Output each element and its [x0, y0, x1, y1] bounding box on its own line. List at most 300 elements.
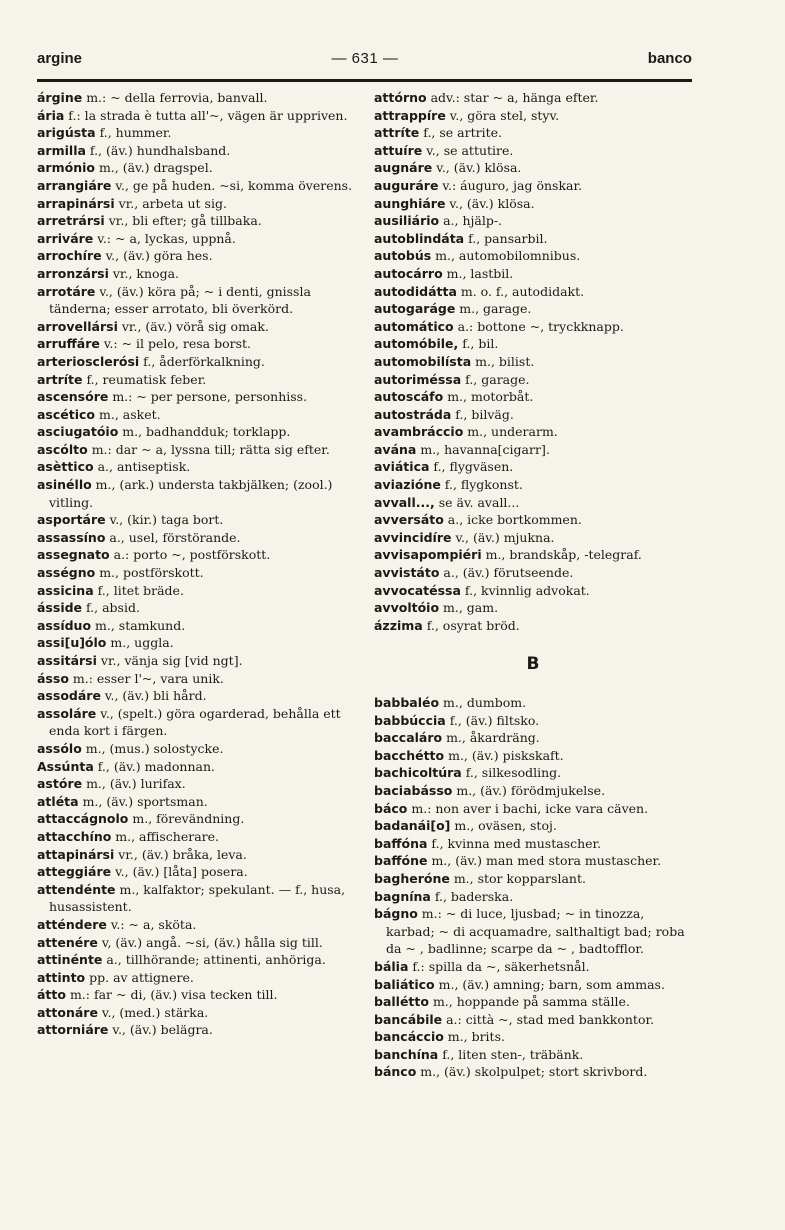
- entry-headword: baccaláro: [374, 730, 443, 746]
- entry-headword: autogaráge: [374, 301, 456, 317]
- dictionary-entry: [374, 747, 692, 765]
- entry-definition: f., bilväg.: [451, 406, 514, 422]
- dictionary-entry: [374, 835, 692, 853]
- entry-definition: m., (äv.) man med stora mustascher.: [427, 853, 662, 869]
- entry-definition: v., (äv.) [låta] posera.: [111, 864, 248, 880]
- entry-definition: m., underarm.: [463, 424, 558, 440]
- dictionary-entry: [37, 89, 363, 107]
- entry-headword: arrangiáre: [37, 177, 112, 193]
- entry-definition: f., kvinnlig advokat.: [460, 582, 590, 598]
- entry-definition: m., havanna[cigarr].: [416, 441, 550, 457]
- entry-headword: avvincidíre: [374, 529, 452, 545]
- entry-headword: bagnína: [374, 888, 431, 904]
- dictionary-entry: [374, 712, 692, 730]
- entry-definition: f., baderska.: [430, 888, 514, 904]
- entry-headword: assoláre: [37, 705, 97, 721]
- entry-definition: f., garage.: [461, 371, 530, 387]
- dictionary-entry: [374, 494, 692, 512]
- dictionary-entry: [37, 107, 363, 125]
- entry-headword: avversáto: [374, 512, 444, 528]
- entry-definition: m.: dar ~ a, lyssna till; rätta sig efter.: [87, 441, 330, 457]
- entry-definition: f., flygkonst.: [440, 477, 523, 493]
- entry-definition: m., bilist.: [471, 353, 535, 369]
- entry-definition: f., hummer.: [95, 125, 172, 141]
- entry-definition: a., tillhörande; attinenti, anhöriga.: [102, 952, 326, 968]
- entry-headword: avambráccio: [374, 424, 464, 440]
- entry-definition: m.: ~ di luce, ljusbad; ~ in tinozza, karbad; ~ di acquamadre, salthaltigt bad; roba da ~ , badlinne; scarpe da ~ , badtofflor.: [386, 906, 685, 957]
- right-guide-word: banco: [647, 50, 692, 67]
- entry-headword: avvoltóio: [374, 600, 440, 616]
- entry-headword: arteriosclerósi: [37, 353, 140, 369]
- entry-headword: baliático: [374, 976, 435, 992]
- entry-headword: arronzársi: [37, 265, 109, 281]
- entry-definition: v., se attutire.: [422, 142, 514, 158]
- dictionary-entry: [374, 388, 692, 406]
- dictionary-entry: [37, 775, 363, 793]
- entry-headword: atteggiáre: [37, 864, 112, 880]
- dictionary-entry: [37, 740, 363, 758]
- entry-headword: assassíno: [37, 529, 106, 545]
- entry-definition: m., hoppande på samma ställe.: [428, 994, 630, 1010]
- dictionary-entry: [374, 782, 692, 800]
- entry-definition: m., (ark.) understa takbjälken; (zool.) vitling.: [49, 477, 333, 510]
- entry-headword: assegnato: [37, 547, 110, 563]
- entry-headword: automóbile,: [374, 336, 459, 352]
- dictionary-entry: [374, 335, 692, 353]
- entry-headword: avána: [374, 441, 417, 457]
- entry-headword: artríte: [37, 371, 83, 387]
- entry-definition: vr., vänja sig [vid ngt].: [96, 653, 243, 668]
- dictionary-entry: [37, 1021, 363, 1039]
- entry-headword: aviazióne: [374, 477, 441, 493]
- entry-headword: attórno: [374, 90, 427, 105]
- entry-definition: m.: far ~ di, (äv.) visa tecken till.: [65, 987, 278, 1003]
- entry-definition: v, (äv.) angå. ~si, (äv.) hålla sig till.: [97, 934, 323, 950]
- dictionary-entry: [37, 582, 363, 600]
- entry-definition: m., stamkund.: [91, 617, 186, 633]
- dictionary-entry: [374, 993, 692, 1011]
- dictionary-entry: [37, 458, 363, 476]
- dictionary-entry: [374, 694, 692, 712]
- entry-definition: v., (äv.) köra på; ~ i denti, gnissla tänderna; esser arrotato, bli överkörd.: [49, 283, 311, 317]
- entry-definition: f., silkesodling.: [461, 765, 562, 781]
- dictionary-entry: [37, 511, 363, 529]
- entry-headword: arrovellársi: [37, 318, 118, 334]
- dictionary-entry: [37, 441, 363, 459]
- dictionary-entry: [37, 758, 363, 776]
- dictionary-entry: [37, 617, 363, 635]
- entry-definition: f., pansarbil.: [464, 230, 548, 246]
- entry-definition: m., (äv.) dragspel.: [94, 160, 213, 176]
- entry-headword: arriváre: [37, 230, 94, 246]
- dictionary-entry: [374, 406, 692, 424]
- dictionary-entry: [37, 951, 363, 969]
- dictionary-entry: [374, 852, 692, 870]
- entry-definition: m., badhandduk; torklapp.: [118, 424, 291, 440]
- entry-headword: bánco: [374, 1064, 417, 1080]
- entry-definition: m., lastbil.: [442, 265, 514, 281]
- entry-definition: vr., (äv.) bråka, leva.: [114, 846, 247, 862]
- entry-headword: attinénte: [37, 952, 103, 968]
- entry-headword: bancáccio: [374, 1029, 444, 1045]
- dictionary-entry: [374, 764, 692, 782]
- dictionary-entry: [37, 934, 363, 952]
- dictionary-entry: [374, 511, 692, 529]
- entry-headword: babbaléo: [374, 695, 440, 710]
- entry-headword: asèttico: [37, 459, 94, 475]
- entry-definition: m., (äv.) lurifax.: [82, 776, 186, 792]
- entry-headword: automático: [374, 318, 454, 334]
- dictionary-entry: [374, 371, 692, 389]
- entry-definition: m. o. f., autodidakt.: [456, 283, 585, 299]
- dictionary-entry: [37, 142, 363, 160]
- entry-definition: v.: ~ a, sköta.: [106, 916, 197, 932]
- entry-headword: aviática: [374, 459, 430, 475]
- entry-headword: báco: [374, 800, 408, 816]
- dictionary-entry: [37, 177, 363, 195]
- entry-headword: attapinársi: [37, 846, 115, 862]
- entry-headword: autobús: [374, 248, 432, 264]
- dictionary-entry: [374, 265, 692, 283]
- dictionary-entry: [374, 247, 692, 265]
- dictionary-entry: [37, 564, 363, 582]
- entry-headword: atléta: [37, 793, 79, 809]
- entry-definition: m., uggla.: [106, 635, 174, 651]
- entry-definition: v., (äv.) klösa.: [432, 160, 522, 176]
- entry-definition: m., asket.: [95, 406, 161, 422]
- dictionary-entry: [374, 300, 692, 318]
- dictionary-entry: [37, 247, 363, 265]
- entry-definition: v., (äv.) belägra.: [108, 1022, 213, 1038]
- entry-definition: m., (äv.) förödmjukelse.: [452, 782, 606, 798]
- entry-definition: m.: non aver i bachi, icke vara cäven.: [407, 800, 649, 816]
- entry-definition: a., (äv.) förutseende.: [439, 565, 574, 581]
- entry-definition: f., absid.: [82, 600, 140, 616]
- right-column-b-entries: [374, 694, 692, 1081]
- entry-definition: v., ge på huden. ~si, komma överens.: [111, 177, 353, 193]
- entry-definition: f., reumatisk feber.: [82, 371, 207, 387]
- entry-headword: bacchétto: [374, 747, 445, 763]
- entry-headword: autoriméssa: [374, 371, 462, 387]
- entry-headword: avvistáto: [374, 565, 440, 581]
- entry-headword: astóre: [37, 776, 83, 792]
- dictionary-entry: [37, 793, 363, 811]
- dictionary-entry: [37, 986, 363, 1004]
- entry-headword: bachicoltúra: [374, 765, 462, 781]
- entry-definition: v., (spelt.) göra ogarderad, behålla ett enda kort i färgen.: [49, 705, 341, 739]
- entry-headword: bágno: [374, 906, 418, 922]
- page-header: [37, 50, 692, 74]
- dictionary-entry: [37, 124, 363, 142]
- entry-definition: m., kalfaktor; spekulant. — f., husa, husassistent.: [49, 881, 346, 915]
- entry-headword: arrapinársi: [37, 195, 115, 211]
- entry-definition: v., (äv.) göra hes.: [101, 248, 213, 264]
- entry-headword: automobilísta: [374, 353, 472, 369]
- entry-headword: ascensóre: [37, 389, 109, 405]
- entry-definition: vr., arbeta ut sig.: [114, 195, 227, 211]
- entry-headword: attenére: [37, 934, 98, 950]
- dictionary-entry: [37, 634, 363, 652]
- entry-headword: autocárro: [374, 265, 443, 281]
- entry-definition: m., postförskott.: [95, 565, 204, 581]
- dictionary-entry: [37, 371, 363, 389]
- entry-definition: a.: porto ~, postförskott.: [109, 547, 271, 563]
- entry-headword: átto: [37, 987, 66, 1003]
- entry-headword: bagheróne: [374, 870, 450, 886]
- entry-definition: f., liten sten-, träbänk.: [438, 1046, 584, 1062]
- dictionary-entry: [374, 177, 692, 195]
- entry-headword: attacchíno: [37, 828, 112, 844]
- dictionary-entry: [374, 230, 692, 248]
- entry-headword: augnáre: [374, 160, 433, 176]
- entry-headword: arrotáre: [37, 283, 96, 299]
- entry-definition: f., litet bräde.: [93, 582, 184, 598]
- dictionary-entry: [374, 905, 692, 958]
- entry-definition: m., motorbåt.: [443, 389, 534, 405]
- entry-definition: v., (äv.) mjukna.: [451, 529, 555, 545]
- dictionary-entry: [37, 159, 363, 177]
- left-column: [37, 89, 363, 1039]
- entry-headword: babbúccia: [374, 712, 446, 728]
- dictionary-entry: [374, 1063, 692, 1081]
- entry-definition: f., (äv.) hundhalsband.: [85, 142, 231, 158]
- entry-definition: v., (äv.) klösa.: [445, 195, 535, 211]
- entry-definition: f., kvinna med mustascher.: [427, 835, 602, 851]
- dictionary-entry: [37, 318, 363, 336]
- entry-definition: m., brits.: [443, 1029, 505, 1045]
- entry-headword: assíduo: [37, 617, 92, 633]
- dictionary-entry: [374, 870, 692, 888]
- entry-headword: attuíre: [374, 142, 423, 158]
- entry-definition: m., automobilomnibus.: [431, 248, 581, 264]
- entry-definition: a.: bottone ~, tryckknapp.: [453, 318, 624, 334]
- dictionary-entry: [37, 687, 363, 705]
- dictionary-entry: [37, 828, 363, 846]
- entry-headword: assitársi: [37, 653, 97, 668]
- entry-definition: m.: ~ per persone, personhiss.: [108, 389, 308, 405]
- entry-headword: autostráda: [374, 406, 452, 422]
- entry-headword: assi[u]ólo: [37, 635, 107, 651]
- entry-headword: aunghiáre: [374, 195, 446, 211]
- entry-headword: arrochíre: [37, 248, 102, 264]
- entry-definition: v.: ~ a, lyckas, uppnå.: [93, 230, 236, 246]
- dictionary-entry: [374, 212, 692, 230]
- entry-headword: ballétto: [374, 994, 429, 1010]
- dictionary-entry: [374, 599, 692, 617]
- entry-headword: attríte: [374, 125, 420, 141]
- dictionary-entry: [37, 529, 363, 547]
- dictionary-entry: [37, 969, 363, 987]
- dictionary-entry: [374, 1011, 692, 1029]
- entry-headword: arretrársi: [37, 213, 105, 229]
- section-letter: B: [526, 654, 540, 675]
- entry-definition: a.: città ~, stad med bankkontor.: [442, 1011, 655, 1027]
- entry-headword: armónio: [37, 160, 95, 176]
- entry-definition: m., åkardräng.: [442, 730, 540, 746]
- entry-headword: asciugatóio: [37, 424, 119, 440]
- entry-definition: m., dumbom.: [439, 695, 527, 710]
- entry-definition: f.: spilla da ~, säkerhetsnål.: [408, 958, 590, 974]
- dictionary-entry: [374, 423, 692, 441]
- dictionary-entry: [374, 476, 692, 494]
- dictionary-entry: [37, 265, 363, 283]
- entry-headword: armilla: [37, 142, 86, 158]
- entry-headword: avvall...,: [374, 494, 435, 510]
- entry-headword: baciabásso: [374, 782, 453, 798]
- entry-definition: v., (kir.) taga bort.: [105, 512, 224, 528]
- entry-definition: f., flygväsen.: [429, 459, 514, 475]
- entry-definition: pp. av attignere.: [85, 969, 194, 985]
- entry-headword: atténdere: [37, 916, 107, 932]
- dictionary-entry: [374, 353, 692, 371]
- dictionary-entry: [374, 124, 692, 142]
- entry-headword: Assúnta: [37, 758, 94, 774]
- page-number: — 631 —: [331, 50, 399, 67]
- entry-definition: vr., (äv.) vörå sig omak.: [117, 318, 269, 334]
- entry-definition: m., affischerare.: [111, 828, 220, 844]
- dictionary-entry: [374, 318, 692, 336]
- dictionary-entry: [374, 195, 692, 213]
- dictionary-entry: [37, 599, 363, 617]
- entry-headword: attendénte: [37, 881, 116, 897]
- entry-definition: f., (äv.) filtsko.: [445, 712, 540, 728]
- entry-headword: autodidátta: [374, 283, 457, 299]
- entry-definition: v., (äv.) bli hård.: [100, 688, 207, 704]
- header-rule: [37, 79, 692, 82]
- entry-headword: asinéllo: [37, 477, 92, 493]
- entry-definition: vr., bli efter; gå tillbaka.: [104, 213, 262, 229]
- dictionary-entry: [374, 159, 692, 177]
- entry-definition: m., (äv.) sportsman.: [78, 793, 208, 809]
- dictionary-entry: [374, 441, 692, 459]
- dictionary-entry: [37, 846, 363, 864]
- entry-headword: asportáre: [37, 512, 106, 528]
- dictionary-entry: [374, 817, 692, 835]
- dictionary-entry: [374, 800, 692, 818]
- dictionary-entry: [37, 652, 363, 670]
- dictionary-entry: [374, 582, 692, 600]
- entry-headword: auguráre: [374, 177, 439, 193]
- dictionary-entry: [37, 881, 363, 916]
- entry-headword: autoscáfo: [374, 389, 444, 405]
- dictionary-entry: [37, 916, 363, 934]
- entry-headword: bália: [374, 958, 409, 974]
- dictionary-entry: [37, 283, 363, 318]
- entry-headword: attrappíre: [374, 107, 446, 123]
- dictionary-entry: [37, 1004, 363, 1022]
- entry-headword: attaccágnolo: [37, 811, 129, 827]
- entry-definition: f., se artrite.: [419, 125, 502, 141]
- entry-definition: m., (äv.) amning; barn, som ammas.: [434, 976, 665, 992]
- dictionary-entry: [374, 529, 692, 547]
- entry-headword: ásside: [37, 600, 83, 616]
- entry-definition: a., usel, förstörande.: [105, 529, 241, 545]
- entry-definition: a., hjälp-.: [439, 213, 503, 229]
- entry-definition: m., (mus.) solostycke.: [81, 740, 224, 756]
- dictionary-entry: [37, 230, 363, 248]
- dictionary-entry: [37, 353, 363, 371]
- dictionary-entry: [37, 705, 363, 740]
- entry-definition: f., osyrat bröd.: [422, 617, 520, 633]
- entry-headword: banchína: [374, 1046, 439, 1062]
- entry-headword: ásso: [37, 670, 69, 686]
- entry-headword: baffóne: [374, 853, 428, 869]
- entry-headword: autoblindáta: [374, 230, 465, 246]
- entry-definition: f., bil.: [458, 336, 499, 352]
- dictionary-entry: [374, 458, 692, 476]
- entry-headword: avvisapompiéri: [374, 547, 482, 563]
- dictionary-entry: [37, 863, 363, 881]
- dictionary-entry: [374, 283, 692, 301]
- entry-headword: badanái[o]: [374, 818, 451, 834]
- dictionary-entry: [37, 335, 363, 353]
- right-column-a-entries: [374, 89, 692, 634]
- entry-headword: ária: [37, 107, 65, 123]
- dictionary-entry: [37, 546, 363, 564]
- entry-definition: m., (äv.) skolpulpet; stort skrivbord.: [416, 1064, 648, 1080]
- entry-definition: f., (äv.) madonnan.: [93, 758, 215, 774]
- entry-definition: m.: esser l'~, vara unik.: [68, 670, 224, 686]
- entry-headword: baffóna: [374, 835, 428, 851]
- entry-definition: f., åderförkalkning.: [139, 353, 265, 369]
- entry-headword: attonáre: [37, 1004, 98, 1020]
- dictionary-entry: [374, 107, 692, 125]
- entry-headword: árgine: [37, 90, 83, 105]
- dictionary-entry: [37, 810, 363, 828]
- entry-headword: ausiliário: [374, 213, 440, 229]
- entry-definition: v., (med.) stärka.: [97, 1004, 209, 1020]
- entry-headword: assicina: [37, 582, 94, 598]
- entry-definition: v.: ~ il pelo, resa borst.: [99, 336, 251, 352]
- entry-headword: asségno: [37, 565, 96, 581]
- entry-definition: v.: áuguro, jag önskar.: [438, 177, 583, 193]
- entry-headword: ázzima: [374, 617, 423, 633]
- entry-headword: arigústa: [37, 125, 96, 141]
- dictionary-entry: [37, 423, 363, 441]
- dictionary-entry: [374, 976, 692, 994]
- entry-definition: v., göra stel, styv.: [445, 107, 560, 123]
- dictionary-entry: [374, 617, 692, 635]
- entry-headword: assólo: [37, 740, 82, 756]
- dictionary-entry: [374, 888, 692, 906]
- entry-headword: bancábile: [374, 1011, 443, 1027]
- entry-definition: adv.: star ~ a, hänga efter.: [426, 90, 599, 105]
- dictionary-entry: [37, 212, 363, 230]
- entry-headword: avvocatéssa: [374, 582, 461, 598]
- entry-headword: arruffáre: [37, 336, 100, 352]
- right-column: [374, 89, 692, 1081]
- dictionary-entry: [374, 1028, 692, 1046]
- entry-definition: a., antiseptisk.: [93, 459, 191, 475]
- dictionary-entry: [37, 195, 363, 213]
- entry-definition: m., stor kopparslant.: [449, 870, 586, 886]
- entry-definition: m., förevändning.: [128, 811, 245, 827]
- dictionary-entry: [374, 546, 692, 564]
- entry-definition: a., icke bortkommen.: [443, 512, 582, 528]
- left-guide-word: argine: [37, 50, 83, 67]
- dictionary-entry: [37, 406, 363, 424]
- entry-definition: m., gam.: [439, 600, 499, 616]
- entry-definition: m., (äv.) piskskaft.: [444, 747, 564, 763]
- entry-headword: ascético: [37, 406, 96, 422]
- entry-headword: attorniáre: [37, 1022, 109, 1038]
- dictionary-entry: [374, 729, 692, 747]
- entry-definition: m., brandskåp, -telegraf.: [481, 547, 642, 563]
- entry-definition: f.: la strada è tutta all'~, vägen är uppriven.: [64, 107, 348, 123]
- entry-headword: assodáre: [37, 688, 101, 704]
- entry-headword: attinto: [37, 969, 86, 985]
- dictionary-entry: [374, 89, 692, 107]
